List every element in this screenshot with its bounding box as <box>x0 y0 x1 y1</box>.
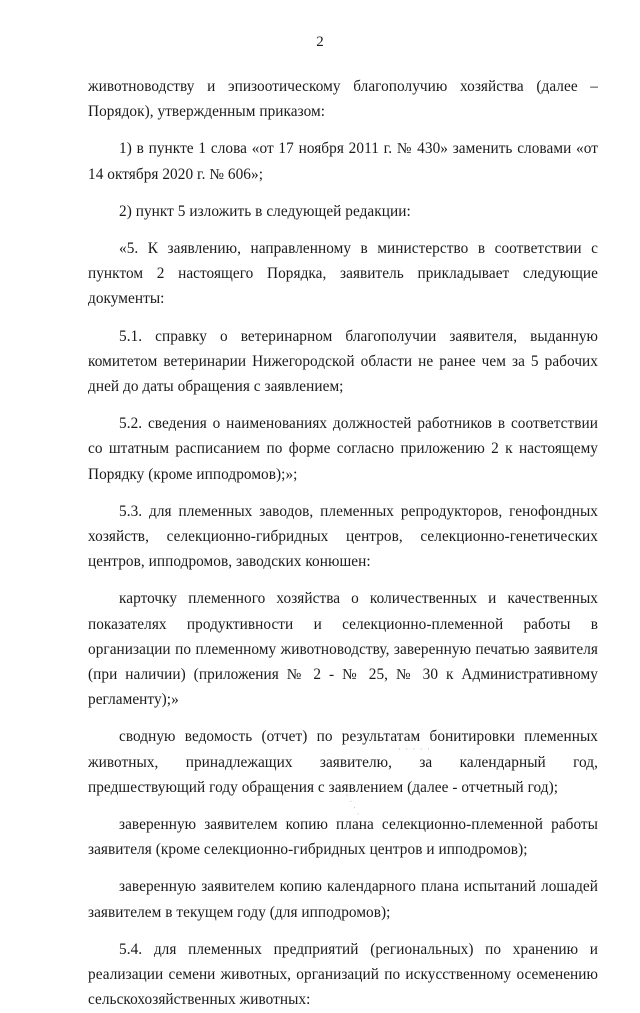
paragraph-item-1: 1) в пункте 1 слова «от 17 ноября 2011 г. № 430» заменить словами «от 14 октября 2020 г. № 606»; <box>88 140 598 183</box>
paragraph-clause-5-2: 5.2. сведения о наименованиях должностей работников в соответствии со штатным расписанием по форме согласно приложению 2 к настоящему Порядку (кроме ипподромов);»; <box>88 415 598 483</box>
paragraph-continuation: животноводству и эпизоотическому благополучию хозяйства (далее – Порядок), утвержденным приказом: <box>88 78 598 121</box>
paragraph-breeding-card: карточку племенного хозяйства о количественных и качественных показателях продуктивности и селекционно-племенной работы в организации по племенному животноводству, заверенную печатью заявителя (при наличии) (приложения № 2 - № 25, № 30 к Административному регламенту);» <box>88 590 598 709</box>
paragraph-breeding-plan: заверенную заявителем копию плана селекционно-племенной работы заявителя (кроме селекционно-гибридных центров и ипподромов); <box>88 816 598 859</box>
paragraph-item-2: 2) пункт 5 изложить в следующей редакции: <box>119 202 411 220</box>
paragraph-clause-5: «5. К заявлению, направленному в министерство в соответствии с пунктом 2 настоящего Порядка, заявитель прикладывает следующие документы: <box>88 240 598 308</box>
paragraph-clause-5-1: 5.1. справку о ветеринарном благополучии заявителя, выданную комитетом ветеринарии Нижегородской области не ранее чем за 5 рабочих дней до даты обращения с заявлением; <box>88 327 598 396</box>
paragraph-horse-test-plan: заверенную заявителем копию календарного плана испытаний лошадей заявителем в текущем году (для ипподромов); <box>88 878 598 921</box>
document-body <box>88 74 598 1013</box>
paragraph-summary-report: сводную ведомость (отчет) по результатам бонитировки племенных животных, принадлежащих заявителю, за календарный год, предшествующий году обращения с заявлением (далее - отчетный год); <box>88 728 598 796</box>
paragraph-clause-5-4: 5.4. для племенных предприятий (региональных) по хранению и реализации семени животных, организаций по искусственному осеменению сельскохозяйственных животных: <box>88 940 598 1009</box>
scan-artifact: · · · · <box>342 791 364 819</box>
page-number: 2 <box>316 34 324 50</box>
scan-artifact: · · · · · <box>398 744 431 754</box>
paragraph-clause-5-3: 5.3. для племенных заводов, племенных репродукторов, генофондных хозяйств, селекционно-гибридных центров, селекционно-генетических центров, ипподромов, заводских конюшен: <box>88 502 598 571</box>
